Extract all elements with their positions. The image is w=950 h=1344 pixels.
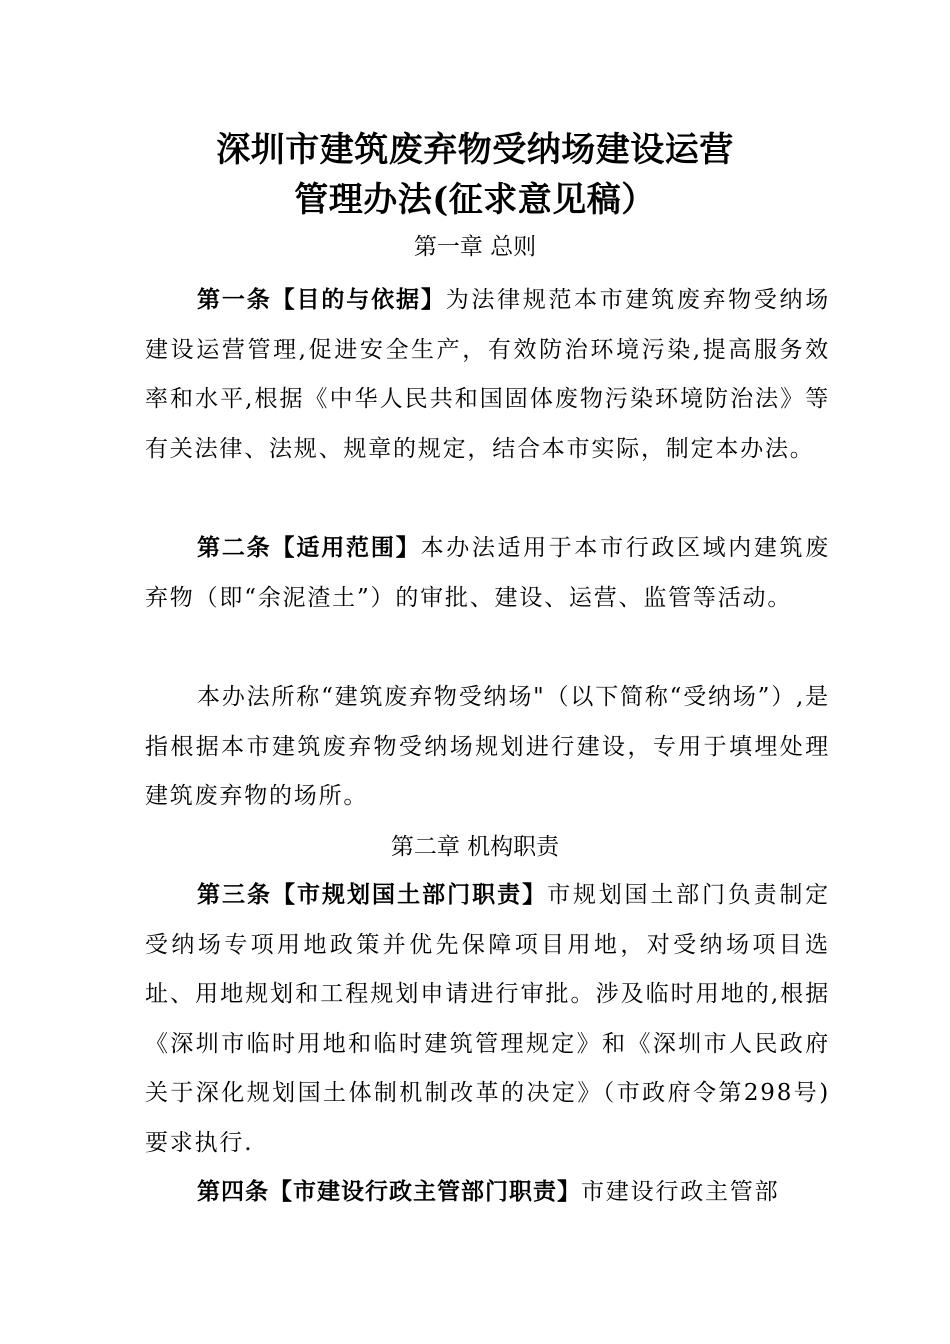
article-4-body: 市建设行政主管部 — [581, 1179, 780, 1205]
article-2-body: 本办法适用于本市行政区域内建筑废弃物（即“余泥渣土”）的审批、建设、运营、监管等活动。 — [145, 535, 830, 611]
article-3 — [145, 871, 830, 1168]
article-2 — [145, 524, 830, 623]
document-title-line-2: 管理办法(征求意见稿） — [294, 180, 656, 220]
article-3-body: 市规划国土部门负责制定受纳场专项用地政策并优先保障项目用地，对受纳场项目选址、用地规划和工程规划申请进行审批。涉及临时用地的,根据《深圳市临时用地和临时建筑管理规定》和《深圳市人民政府关于深化规划国土体制机制改革的决定》（市政府令第298号)要求执行. — [145, 882, 830, 1156]
article-3-heading: 第三条【市规划国土部门职责】 — [197, 882, 548, 908]
chapter-heading-1: 第一章 总则 — [413, 234, 537, 260]
document-title-line-1: 深圳市建筑废弃物受纳场建设运营 — [216, 130, 734, 170]
article-2-paragraph-2 — [145, 673, 830, 822]
article-2-heading: 第二条【适用范围】 — [197, 535, 421, 561]
article-1-body: 为法律规范本市建筑废弃物受纳场建设运营管理,促进安全生产，有效防治环境污染,提高服务效率和水平,根据《中华人民共和国固体废物污染环境防治法》等有关法律、法规、规章的规定，结合本市实际，制定本办法。 — [145, 287, 830, 462]
article-4 — [145, 1168, 830, 1218]
chapter-heading-2: 第二章 机构职责 — [390, 834, 560, 860]
article-2-paragraph-2-body: 本办法所称“建筑废弃物受纳场"（以下简称“受纳场”）,是指根据本市建筑废弃物受纳场规划进行建设，专用于填埋处理建筑废弃物的场所。 — [145, 684, 830, 809]
article-4-heading: 第四条【市建设行政主管部门职责】 — [197, 1179, 581, 1205]
article-1-heading: 第一条【目的与依据】 — [197, 287, 446, 313]
article-1 — [145, 276, 830, 474]
